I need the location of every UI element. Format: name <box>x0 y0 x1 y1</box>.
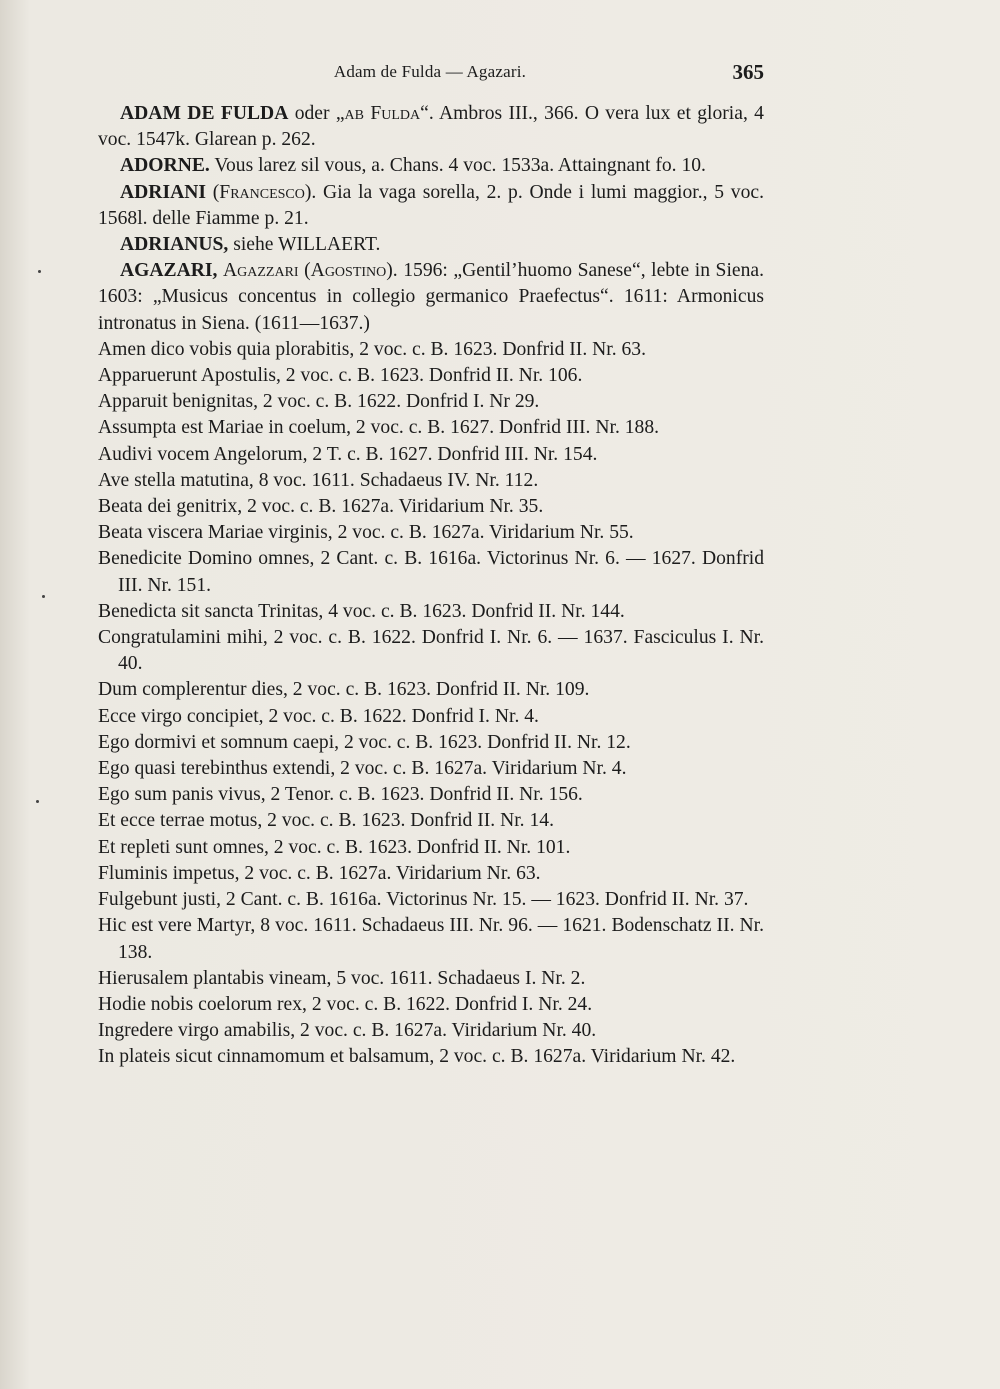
work-entry: Hierusalem plantabis vineam, 5 voc. 1611. Schadaeus I. Nr. 2. <box>98 967 586 989</box>
entry-text: Agazzari (Agostino). 1596: „Gentil’huomo Sanese“, lebte in Siena. 1603: „Musicus concentus in collegio germanico Praefectus“. 1611: Armonicus intronatus in Siena. (1611—1637.) <box>98 260 764 334</box>
work-entry: Benedicite Domino omnes, 2 Cant. c. B. 1616a. Victorinus Nr. 6. — 1627. Donfrid III. Nr. 151. <box>98 548 764 596</box>
running-title: Adam de Fulda — Agazari. <box>333 62 527 81</box>
work-entry: Apparuerunt Apostulis, 2 voc. c. B. 1623. Donfrid II. Nr. 106. <box>98 365 583 387</box>
composer-entry <box>98 153 764 179</box>
page-number: 365 <box>732 60 764 84</box>
entry-text: (Francesco). Gia la vaga sorella, 2. p. Onde i lumi maggior., 5 voc. 1568l. delle Fiamme p. 21. <box>98 181 764 229</box>
work-entry: Congratulamini mihi, 2 voc. c. B. 1622. Donfrid I. Nr. 6. — 1637. Fasciculus I. Nr. 40. <box>98 627 764 675</box>
work-entry: Apparuit benignitas, 2 voc. c. B. 1622. Donfrid I. Nr 29. <box>98 391 540 413</box>
work-entry: Ego quasi terebinthus extendi, 2 voc. c. B. 1627a. Viridarium Nr. 4. <box>98 758 627 780</box>
composer-entry <box>98 180 764 232</box>
composer-entry <box>98 101 764 153</box>
margin-speck <box>42 595 45 598</box>
work-entry: Ave stella matutina, 8 voc. 1611. Schadaeus IV. Nr. 112. <box>98 469 539 491</box>
work-entry: Audivi vocem Angelorum, 2 T. c. B. 1627. Donfrid III. Nr. 154. <box>98 443 598 465</box>
work-entry: Beata dei genitrix, 2 voc. c. B. 1627a. Viridarium Nr. 35. <box>98 496 544 518</box>
work-entry: Beata viscera Mariae virginis, 2 voc. c. B. 1627a. Viridarium Nr. 55. <box>98 522 634 544</box>
composer-entry <box>98 232 764 258</box>
work-entry: Fulgebunt justi, 2 Cant. c. B. 1616a. Victorinus Nr. 15. — 1623. Donfrid II. Nr. 37. <box>98 889 749 911</box>
work-entry: Benedicta sit sancta Trinitas, 4 voc. c. B. 1623. Donfrid II. Nr. 144. <box>98 600 625 622</box>
dictionary-body <box>98 101 764 1071</box>
work-entry: Ecce virgo concipiet, 2 voc. c. B. 1622. Donfrid I. Nr. 4. <box>98 705 539 727</box>
work-entry: In plateis sicut cinnamomum et balsamum, 2 voc. c. B. 1627a. Viridarium Nr. 42. <box>98 1046 736 1068</box>
work-entry: Fluminis impetus, 2 voc. c. B. 1627a. Viridarium Nr. 63. <box>98 862 541 884</box>
work-entry: Ego dormivi et somnum caepi, 2 voc. c. B. 1623. Donfrid II. Nr. 12. <box>98 731 631 753</box>
margin-speck <box>36 800 39 803</box>
work-entry: Ego sum panis vivus, 2 Tenor. c. B. 1623. Donfrid II. Nr. 156. <box>98 784 583 806</box>
entry-text: siehe WILLAERT. <box>228 234 381 256</box>
composer-name: AGAZARI, <box>120 260 218 282</box>
composer-name: ADRIANI <box>120 181 207 203</box>
margin-speck <box>38 270 41 273</box>
work-entry: Ingredere virgo amabilis, 2 voc. c. B. 1627a. Viridarium Nr. 40. <box>98 1020 597 1042</box>
work-entry: Et repleti sunt omnes, 2 voc. c. B. 1623. Donfrid II. Nr. 101. <box>98 836 571 858</box>
work-entry: Amen dico vobis quia plorabitis, 2 voc. c. B. 1623. Donfrid II. Nr. 63. <box>98 338 647 360</box>
composer-name: ADORNE. <box>120 155 210 177</box>
work-entry: Assumpta est Mariae in coelum, 2 voc. c. B. 1627. Donfrid III. Nr. 188. <box>98 417 660 439</box>
entry-text: Vous larez sil vous, a. Chans. 4 voc. 1533a. Attaingnant fo. 10. <box>209 155 706 177</box>
entry-text: oder „ab Fulda“. Ambros III., 366. O vera lux et gloria, 4 voc. 1547k. Glarean p. 262. <box>98 103 764 151</box>
work-entry: Dum complerentur dies, 2 voc. c. B. 1623. Donfrid II. Nr. 109. <box>98 679 590 701</box>
composer-name: ADAM DE FULDA <box>120 103 289 124</box>
page-header <box>96 62 764 90</box>
composer-name: ADRIANUS, <box>120 234 229 256</box>
work-entry: Hodie nobis coelorum rex, 2 voc. c. B. 1622. Donfrid I. Nr. 24. <box>98 993 593 1015</box>
composer-entry <box>98 258 764 337</box>
work-entry: Et ecce terrae motus, 2 voc. c. B. 1623. Donfrid II. Nr. 14. <box>98 810 554 832</box>
work-entry: Hic est vere Martyr, 8 voc. 1611. Schadaeus III. Nr. 96. — 1621. Bodenschatz II. Nr. 138. <box>98 915 764 963</box>
